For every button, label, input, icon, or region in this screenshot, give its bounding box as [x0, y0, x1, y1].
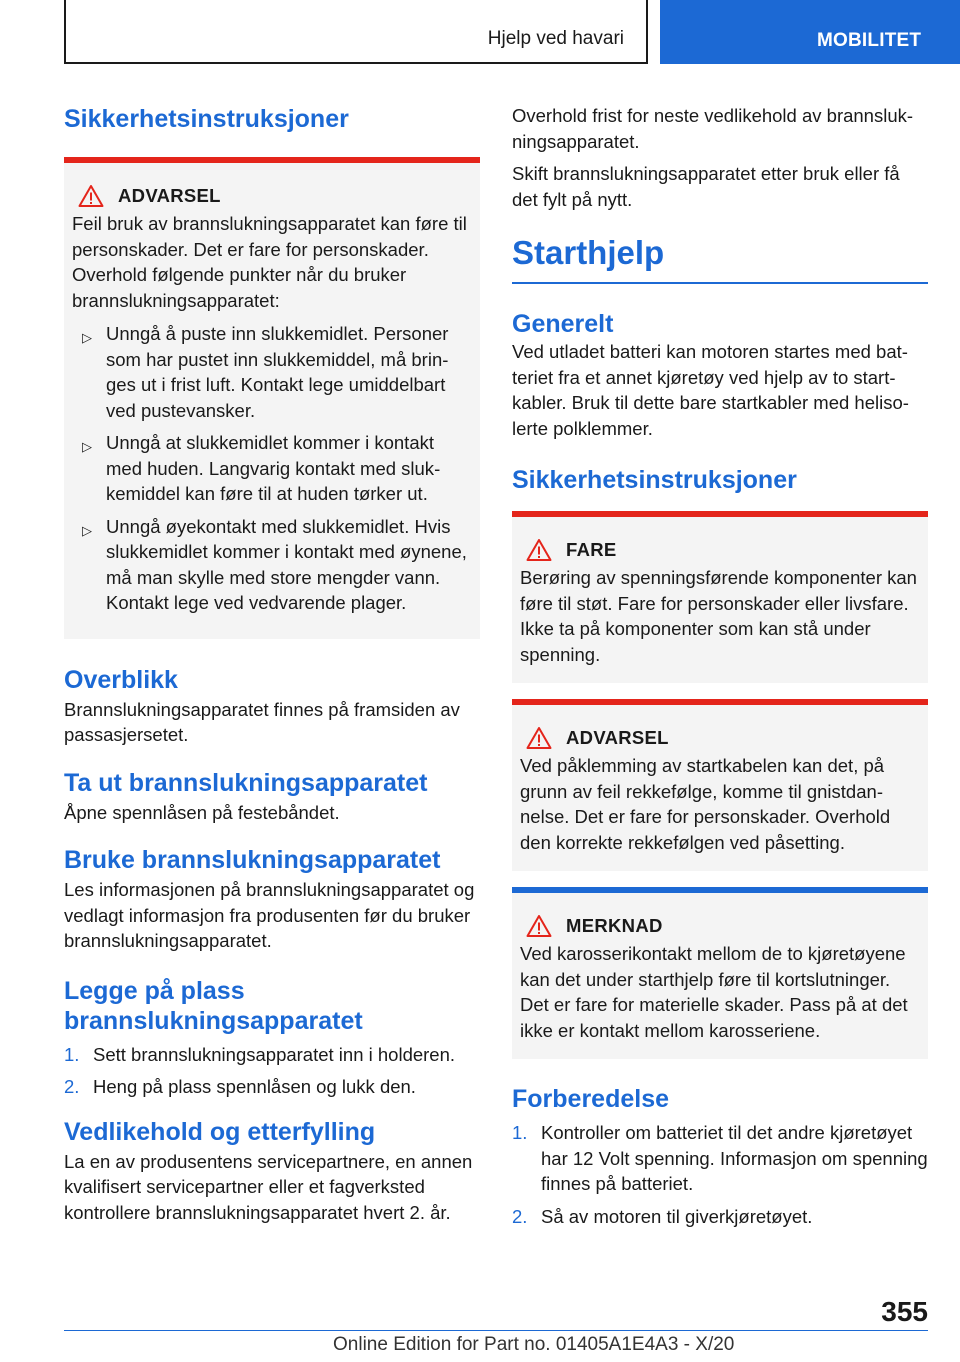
general-heading: Generelt — [512, 310, 614, 338]
triangle-right-icon: ▷ — [82, 330, 92, 345]
notice-text: Ved karosserikontakt mellom de to kjøretøyene kan det under starthjelp føre til kortslutninger. Det er fare for materielle skader. Pass på at det ikke er kontakt mellom karosseriene. — [520, 943, 908, 1041]
warning-triangle-icon — [526, 726, 552, 750]
triangle-right-icon: ▷ — [82, 522, 92, 538]
remove-text: Åpne spennlåsen på festebåndet. — [64, 801, 340, 823]
notice-box-title — [520, 913, 920, 939]
warning-triangle-icon — [526, 914, 552, 938]
maintenance-heading: Vedlikehold og etterfylling — [64, 1117, 376, 1146]
page-number: 355 — [881, 1296, 928, 1327]
overview-text: Brannslukningsapparatet finnes på framsiden av passasjersetet. — [64, 698, 460, 745]
chapter-tab-label: MOBILITET — [817, 30, 922, 51]
notice-label: MERKNAD — [566, 915, 663, 936]
notice-box — [512, 887, 928, 1059]
chapter-tab — [660, 0, 960, 64]
use-text: Les informasjonen på brannslukningsapparatet og vedlagt informasjon fra produsenten før du bruker brannslukningsapparatet. — [64, 879, 475, 951]
warning-text-right: Ved påklemming av startkabelen kan det, på grunn av feil rekkefølge, komme til gnistdannelse. Det er fare for personskader. Overhold den korrekte rekkefølgen ved påsetting. — [520, 755, 891, 853]
left-column — [64, 100, 480, 1225]
edition-text: Online Edition for Part no. 01405A1E4A3 - X/20 — [333, 1334, 735, 1355]
warning-box — [64, 157, 480, 639]
warning-box-right — [512, 699, 928, 871]
section-title: Hjelp ved havari — [487, 28, 624, 49]
warning-label: ADVARSEL — [118, 185, 221, 206]
warning-text: Feil bruk av brannslukningsapparatet kan føre til personskader. Det er fare for personskader. Overhold følgende punkter når du bruker brannslukningsapparatet: — [72, 213, 467, 311]
starthelp-heading: Starthjelp — [512, 234, 665, 271]
warning-label-right: ADVARSEL — [566, 727, 669, 748]
place-steps — [64, 1042, 480, 1100]
safety-heading-right: Sikkerhetsinstruksjoner — [512, 466, 797, 494]
general-text: Ved utladet batteri kan motoren startes med batteriet fra et annet kjøretøy ved hjelp av to startkabler. Bruk til dette bare startkabler med helisolerte polklemmer. — [512, 341, 909, 439]
remove-heading: Ta ut brannslukningsapparatet — [64, 768, 428, 797]
continued-text-1: Overhold frist for neste vedlikehold av brannslukningsapparatet. — [512, 105, 914, 152]
safety-heading: Sikkerhetsinstruksjoner — [64, 105, 349, 133]
footer-rule — [64, 1330, 928, 1331]
danger-label: FARE — [566, 539, 617, 560]
continued-text-2: Skift brannslukningsapparatet etter bruk eller få det fylt på nytt. — [512, 163, 900, 210]
danger-box — [512, 511, 928, 683]
list-item: 2. Heng på plass spennlåsen og lukk den. — [64, 1076, 416, 1097]
maintenance-text: La en av produsentens servicepartnere, en annen kvalifisert servicepartner eller et fagverksted kontrollere brannslukningsapparatet hvert 2. år. — [64, 1150, 473, 1223]
right-column — [512, 100, 928, 1236]
warning-list — [72, 321, 472, 616]
preparation-steps — [512, 1120, 928, 1229]
triangle-right-icon: ▷ — [82, 439, 92, 454]
warning-box-title-right — [520, 725, 920, 751]
header-frame — [64, 0, 648, 64]
place-heading: Legge på plass brannslukningsapparatet — [64, 976, 363, 1035]
danger-box-title — [520, 537, 920, 563]
preparation-heading: Forberedelse — [512, 1085, 670, 1113]
list-item: ▷ Unngå at slukkemidlet kommer i kontakt med huden. Langvarig kontakt med slukkemiddel kan føre til at huden tørker ut. — [82, 432, 441, 504]
list-item: 2. Så av motoren til giverkjøretøyet. — [512, 1205, 813, 1227]
overview-heading: Overblikk — [64, 665, 178, 694]
warning-box-title — [72, 183, 472, 209]
use-heading: Bruke brannslukningsapparatet — [64, 846, 441, 874]
starthelp-rule — [512, 282, 928, 284]
warning-triangle-icon — [78, 184, 104, 208]
warning-triangle-icon — [526, 538, 552, 562]
list-item: ▷ Unngå øyekontakt med slukkemidlet. Hvis slukkemidlet kommer i kontakt med øynene, må man skylle med store mengder vann. Kontakt lege ved vedvarende plager. — [82, 515, 467, 613]
list-item: 1. Sett brannslukningsapparatet inn i holderen. — [64, 1043, 456, 1065]
list-item: ▷ Unngå å puste inn slukkemidlet. Personer som har pustet inn slukkemiddel, må bringes ut i frist luft. Kontakt lege umiddelbart ved pustevansker. — [82, 323, 449, 421]
list-item: 1. Kontroller om batteriet til det andre kjøretøyet har 12 Volt spenning. Informasjon om spenning finnes på batteriet. — [512, 1122, 928, 1194]
danger-text: Berøring av spenningsførende komponenter kan føre til støt. Fare for personskader eller livsfare. Ikke ta på komponenter som kan stå under spenning. — [520, 567, 917, 665]
